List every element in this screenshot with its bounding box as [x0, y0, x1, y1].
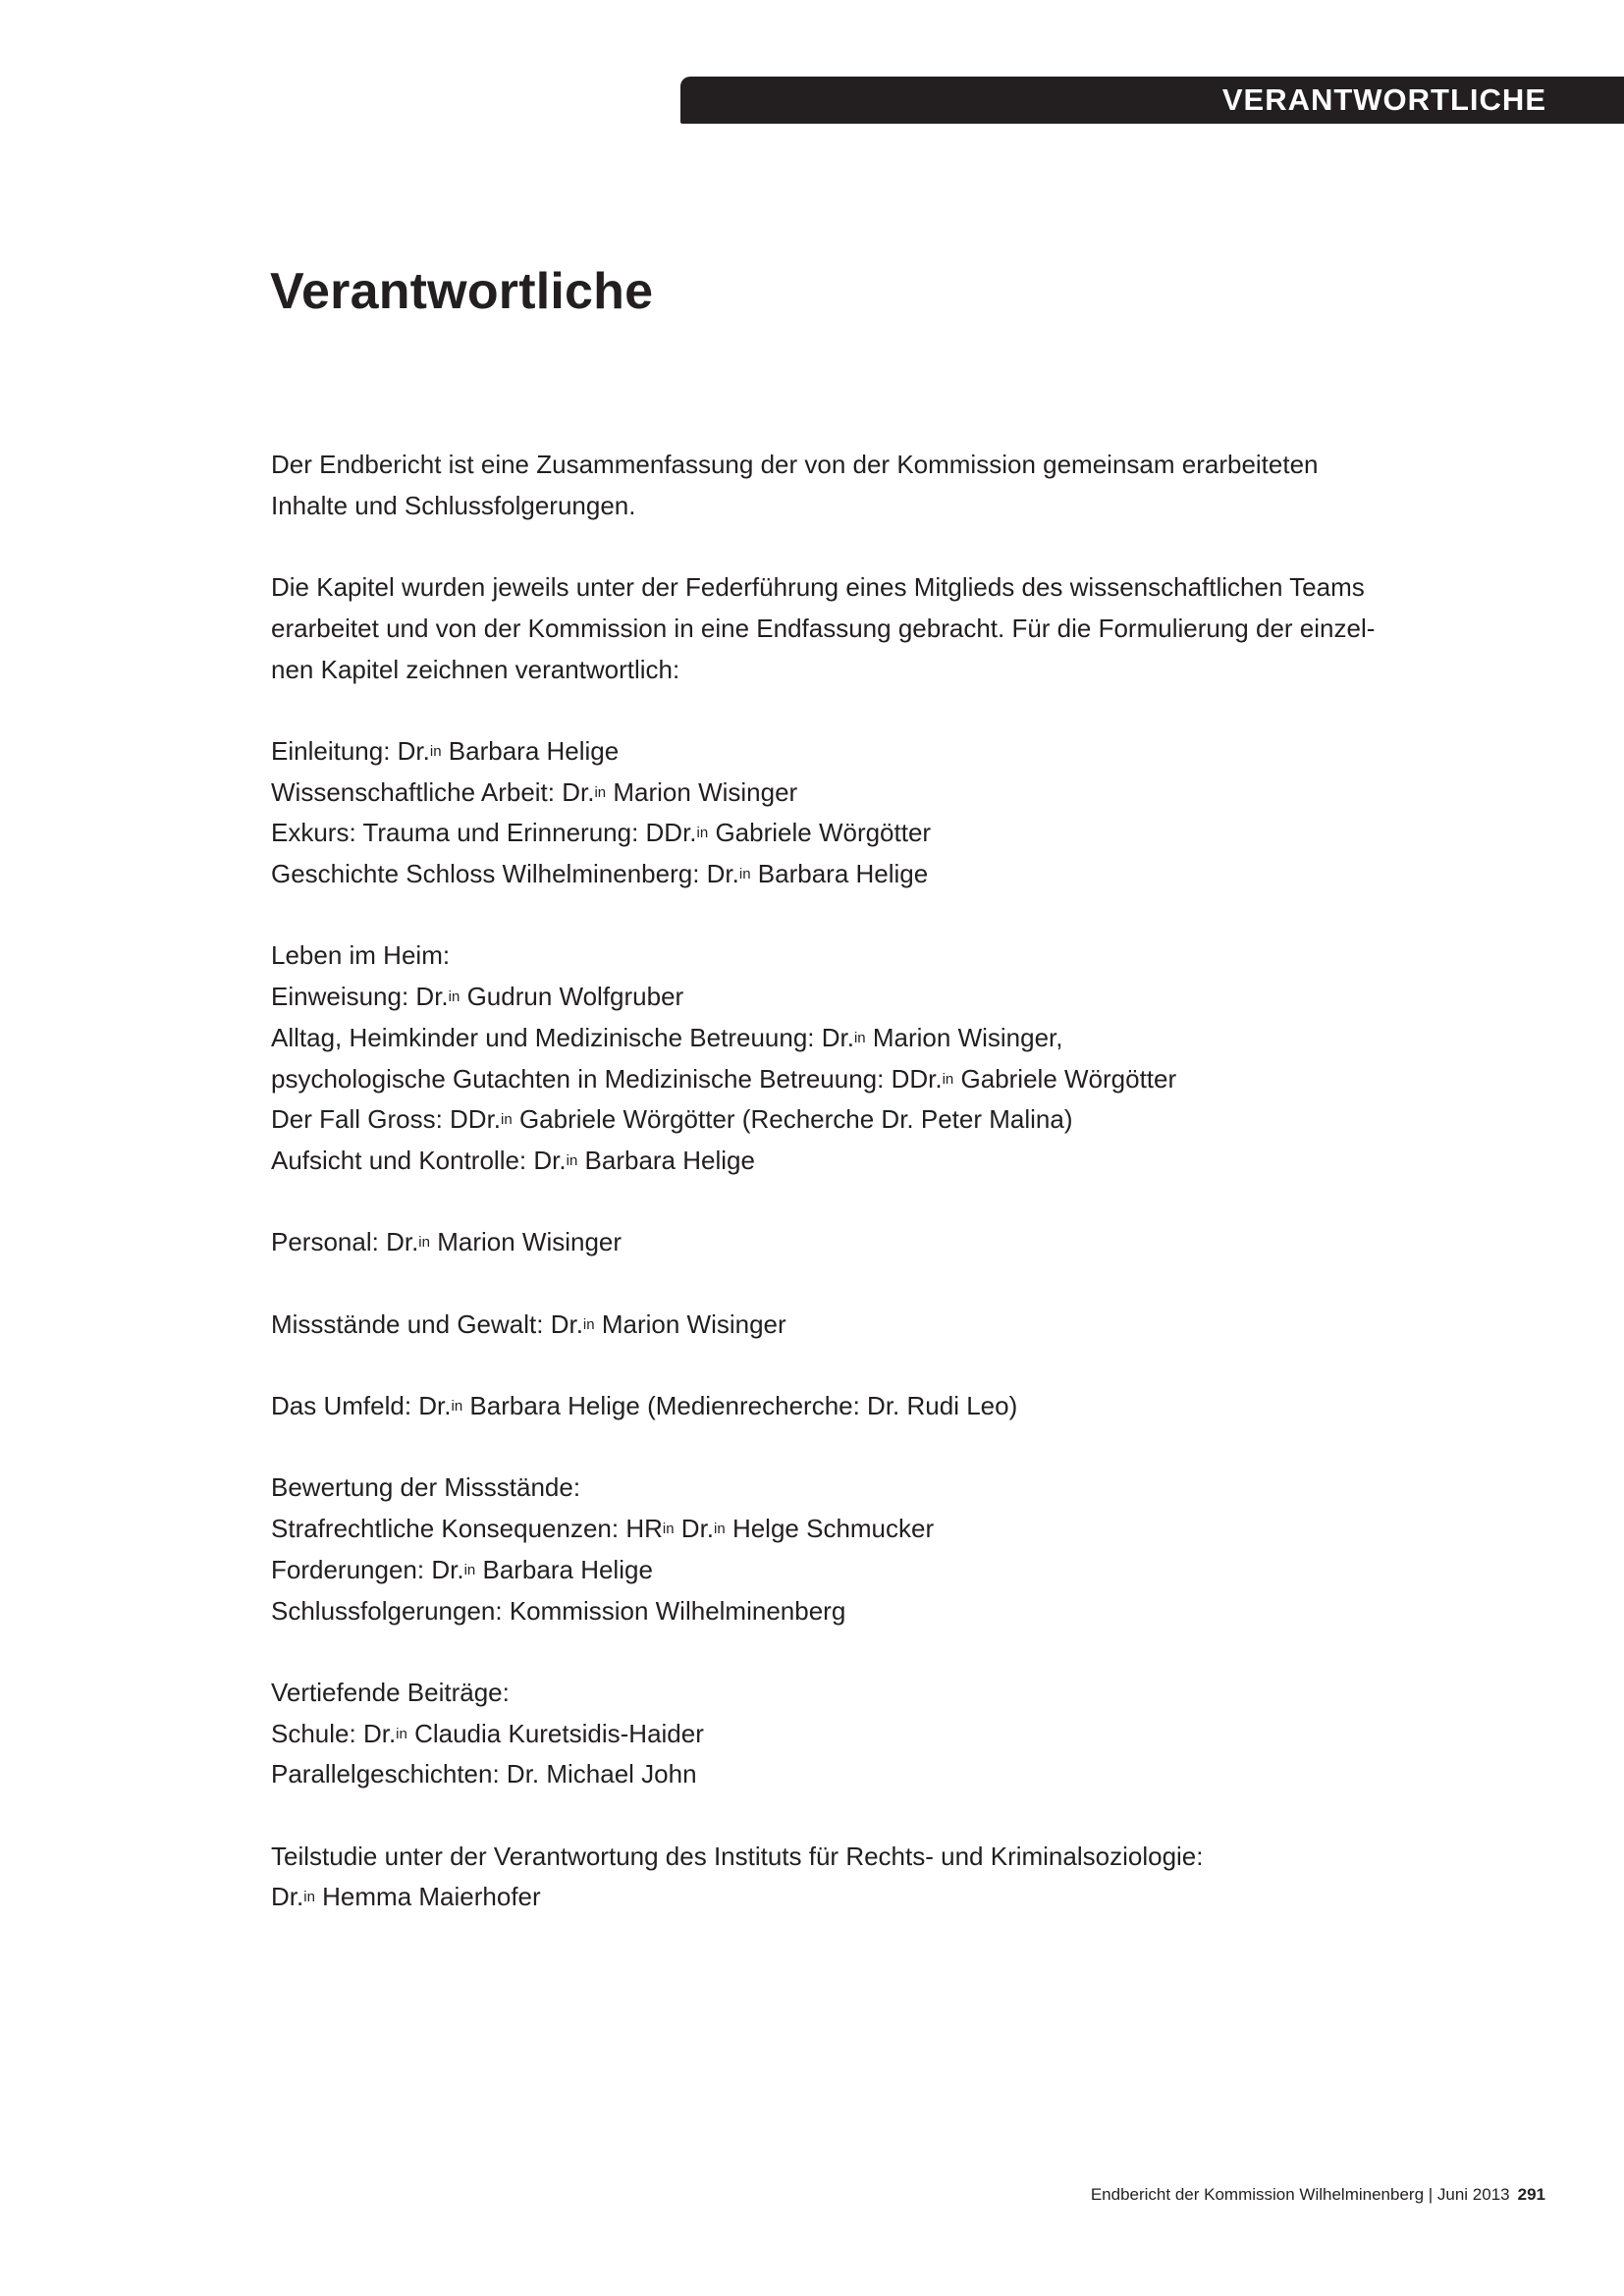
chapter-group-missstaende [271, 1305, 1430, 1346]
chapter-credit: psychologische Gutachten in Medizinische Betreuung: DDr.$^{in}$ Gabriele Wörgötter [271, 1063, 1177, 1094]
chapter-credit: Missstände und Gewalt: Dr.$^{in}$ Marion Wisinger [271, 1308, 786, 1339]
page-number: 291 [1517, 2185, 1545, 2204]
chapter-group-bewertung [271, 1468, 1430, 1631]
chapter-credit: Einweisung: Dr.$^{in}$ Gudrun Wolfgruber [271, 982, 684, 1012]
page-footer [1091, 2184, 1545, 2206]
chapter-credit: Das Umfeld: Dr.$^{in}$ Barbara Helige (Medienrecherche: Dr. Rudi Leo) [271, 1391, 1018, 1421]
chapter-credit: Forderungen: Dr.$^{in}$ Barbara Helige [271, 1554, 653, 1584]
chapter-credit: Aufsicht und Kontrolle: Dr.$^{in}$ Barbara Helige [271, 1145, 755, 1175]
text-line: erarbeitet und von der Kommission in eine Endfassung gebracht. Für die Formulierung der einzel- [271, 613, 1376, 643]
group-heading: Vertiefende Beiträge: [271, 1677, 510, 1707]
group-heading: Bewertung der Missstände: [271, 1472, 581, 1503]
chapter-group-personal [271, 1222, 1430, 1263]
header-band [680, 77, 1624, 124]
chapter-credit: Exkurs: Trauma und Erinnerung: DDr.$^{in}$ Gabriele Wörgötter [271, 818, 932, 848]
intro-paragraph-1 [271, 445, 1430, 526]
text-line: Die Kapitel wurden jeweils unter der Federführung eines Mitglieds des wissenschaftlichen Teams [271, 572, 1365, 603]
section-label: VERANTWORTLICHE [1221, 82, 1546, 117]
chapter-credit: Wissenschaftliche Arbeit: Dr.$^{in}$ Marion Wisinger [271, 776, 798, 807]
group-heading: Leben im Heim: [271, 940, 451, 971]
chapter-credit: Personal: Dr.$^{in}$ Marion Wisinger [271, 1227, 623, 1257]
chapter-group-umfeld [271, 1386, 1430, 1427]
chapter-credit: Parallelgeschichten: Dr. Michael John [271, 1759, 697, 1789]
text-line: Der Endbericht ist eine Zusammenfassung der von der Kommission gemeinsam erarbeiteten [271, 450, 1319, 479]
chapter-credit: Geschichte Schloss Wilhelminenberg: Dr.$^{in}$ Barbara Helige [271, 859, 929, 888]
chapter-group-vertiefende-beitraege [271, 1673, 1430, 1795]
chapter-credit: Einleitung: Dr.$^{in}$ Barbara Helige [271, 735, 620, 766]
text-line: Inhalte und Schlussfolgerungen. [271, 490, 636, 520]
text-line: nen Kapitel zeichnen verantwortlich: [271, 654, 680, 684]
chapter-credit: Teilstudie unter der Verantwortung des Instituts für Rechts- und Kriminalsoziologie: [271, 1841, 1204, 1871]
intro-paragraph-2 [271, 567, 1430, 690]
chapter-credit: Alltag, Heimkinder und Medizinische Betreuung: Dr.$^{in}$ Marion Wisinger, [271, 1022, 1063, 1052]
chapter-credit: Schule: Dr.$^{in}$ Claudia Kuretsidis-Haider [271, 1718, 704, 1748]
main-content [271, 445, 1430, 1918]
chapter-credit: Schlussfolgerungen: Kommission Wilhelminenberg [271, 1595, 846, 1626]
chapter-group-leben-im-heim [271, 935, 1430, 1181]
chapter-credit: Strafrechtliche Konsequenzen: $HR^{in}$ Dr.$^{in}$ Helge Schmucker [271, 1514, 935, 1544]
chapter-group-teilstudie [271, 1837, 1430, 1918]
page-title: Verantwortliche [270, 263, 654, 320]
footer-publication: Endbericht der Kommission Wilhelminenberg | Juni 2013 [1090, 2185, 1510, 2204]
chapter-credit: Der Fall Gross: DDr.$^{in}$ Gabriele Wörgötter (Recherche Dr. Peter Malina) [271, 1104, 1073, 1135]
chapter-group-intro [271, 731, 1430, 895]
chapter-credit: Dr.$^{in}$ Hemma Maierhofer [271, 1882, 541, 1912]
